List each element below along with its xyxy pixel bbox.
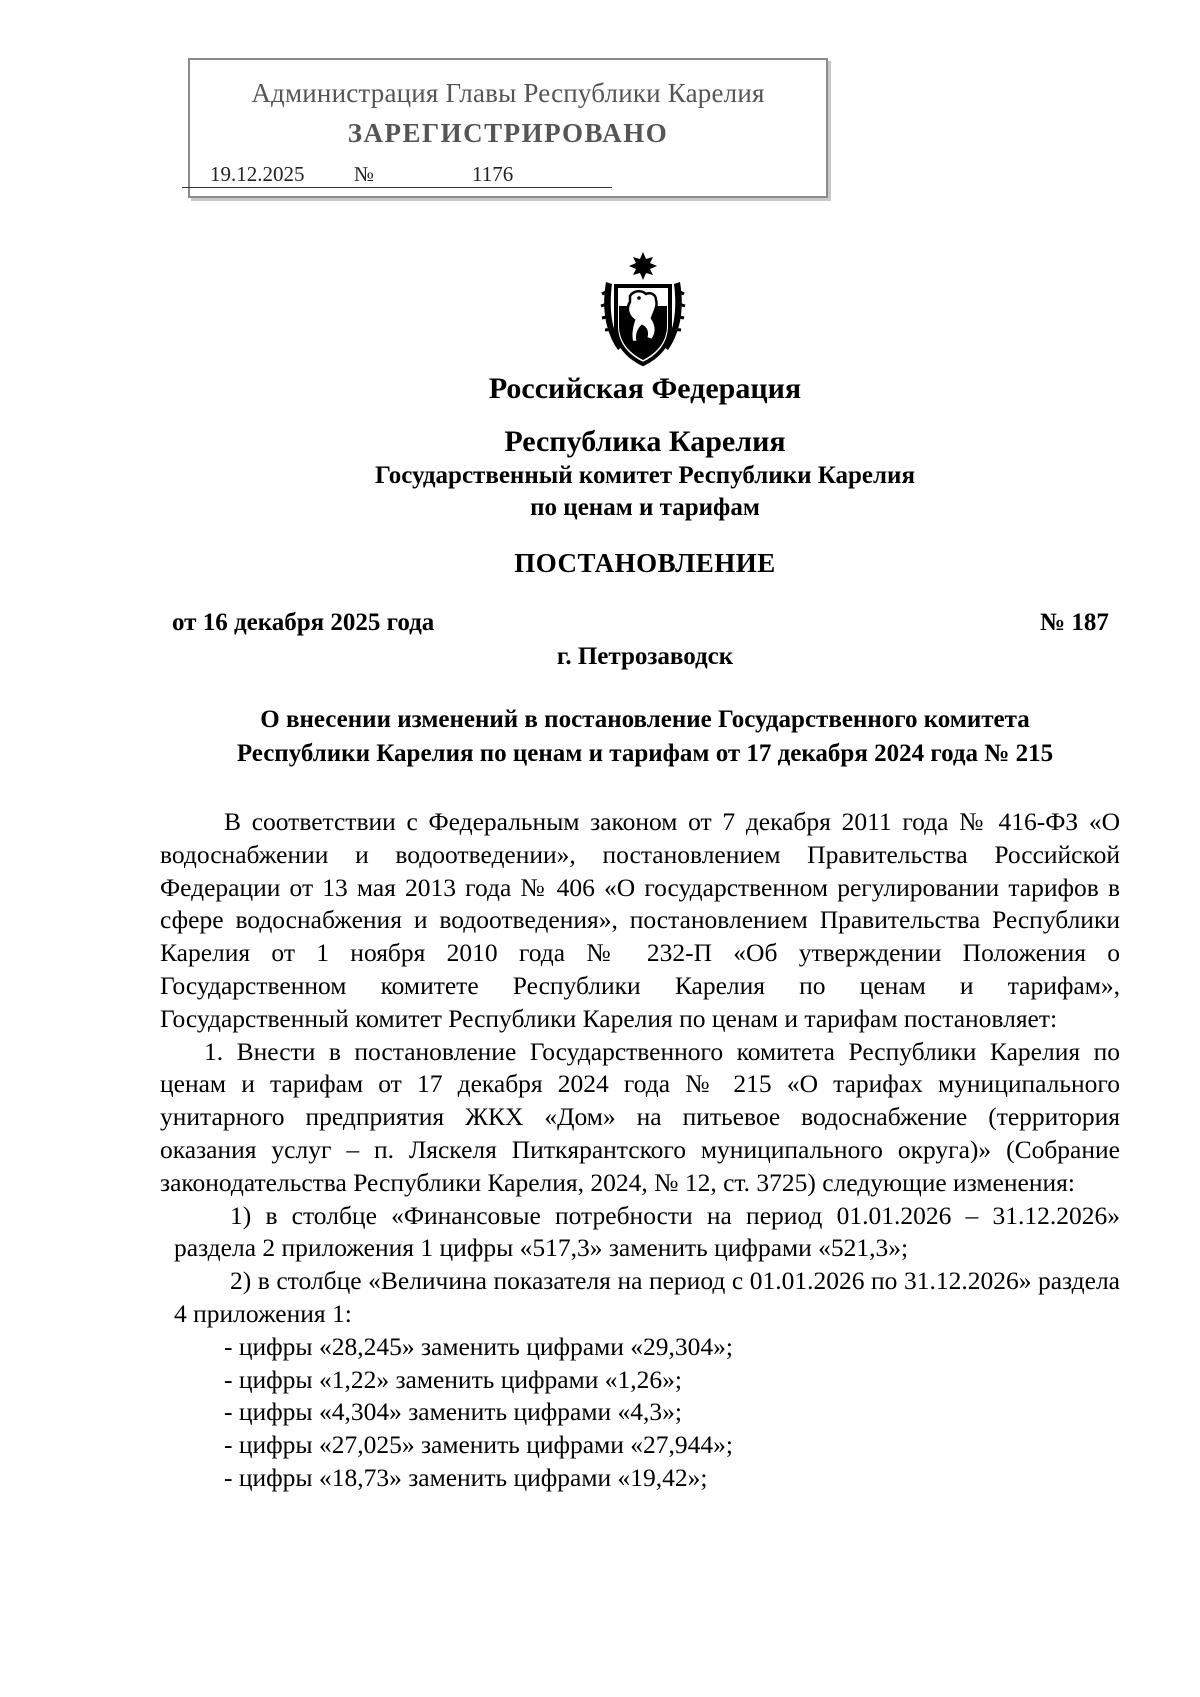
document-type: ПОСТАНОВЛЕНИЕ: [514, 548, 776, 578]
subitem-2-paragraph: 2) в столбце «Величина показателя на период с 01.01.2026 по 31.12.2026» раздела 4 приложения 1:: [174, 1266, 1120, 1328]
stamp-underline: [182, 187, 612, 188]
stamp-date: 19.12.2025: [210, 162, 305, 186]
dash-item: - цифры «1,22» заменить цифрами «1,26»;: [224, 1364, 682, 1394]
stamp-number-sign: №: [354, 162, 375, 186]
document-title-line1: О внесении изменений в постановление Государственного комитета: [260, 706, 1030, 733]
stamp-number: 1176: [472, 162, 514, 186]
dash-item: - цифры «4,304» заменить цифрами «4,3»;: [224, 1397, 682, 1427]
dash-item: - цифры «27,025» заменить цифрами «27,944»;: [224, 1430, 733, 1460]
preamble-paragraph: В соответствии с Федеральным законом от 7 декабря 2011 года № 416-ФЗ «О водоснабжении и водоотведении», постановлением Правительства Российской Федерации от 13 мая 2013 года № 406 «О государственном регулировании тарифов в сфере водоснабжения и водоотведения», постановлением Правительства Республики Карелия от 1 ноября 2010 года № 232-П «Об утверждении Положения о Государственном комитете Республики Карелия по ценам и тарифам», Государственный комитет Республики Карелия по ценам и тарифам постановляет:: [160, 807, 1120, 1033]
decree-number: № 187: [1040, 609, 1109, 636]
decree-city: г. Петрозаводск: [556, 643, 734, 670]
dash-item: - цифры «18,73» заменить цифрами «19,42»;: [224, 1462, 708, 1492]
header-committee-line2: по ценам и тарифам: [530, 494, 760, 521]
item-1-paragraph: 1. Внести в постановление Государственного комитета Республики Карелия по ценам и тарифам от 17 декабря 2024 года № 215 «О тарифах муниципального унитарного предприятия ЖКХ «Дом» на питьевое водоснабжение (территория оказания услуг – п. Ляскеля Питкярантского муниципального округа)» (Собрание законодательства Республики Карелия, 2024, № 12, ст. 3725) следующие изменения:: [160, 1036, 1120, 1197]
stamp-registration-line: [182, 162, 612, 190]
stamp-registered: ЗАРЕГИСТРИРОВАНО: [347, 118, 669, 148]
stamp-authority: Администрация Главы Республики Карелия: [251, 78, 765, 108]
registration-stamp: [188, 58, 828, 198]
header-committee-line1: Государственный комитет Республики Карелия: [375, 462, 915, 489]
document-title-line2: Республики Карелия по ценам и тарифам от 17 декабря 2024 года № 215: [236, 740, 1054, 767]
header-federation: Российская Федерация: [488, 372, 802, 405]
subitem-1-paragraph: 1) в столбце «Финансовые потребности на период 01.01.2026 – 31.12.2026» раздела 2 приложения 1 цифры «517,3» заменить цифрами «521,3»;: [174, 1200, 1120, 1263]
dash-item: - цифры «28,245» заменить цифрами «29,304»;: [224, 1331, 733, 1361]
coat-of-arms-icon: [592, 250, 694, 370]
decree-date: от 16 декабря 2025 года: [172, 609, 435, 636]
header-republic: Республика Карелия: [504, 425, 786, 458]
document-body: [160, 806, 1120, 1495]
